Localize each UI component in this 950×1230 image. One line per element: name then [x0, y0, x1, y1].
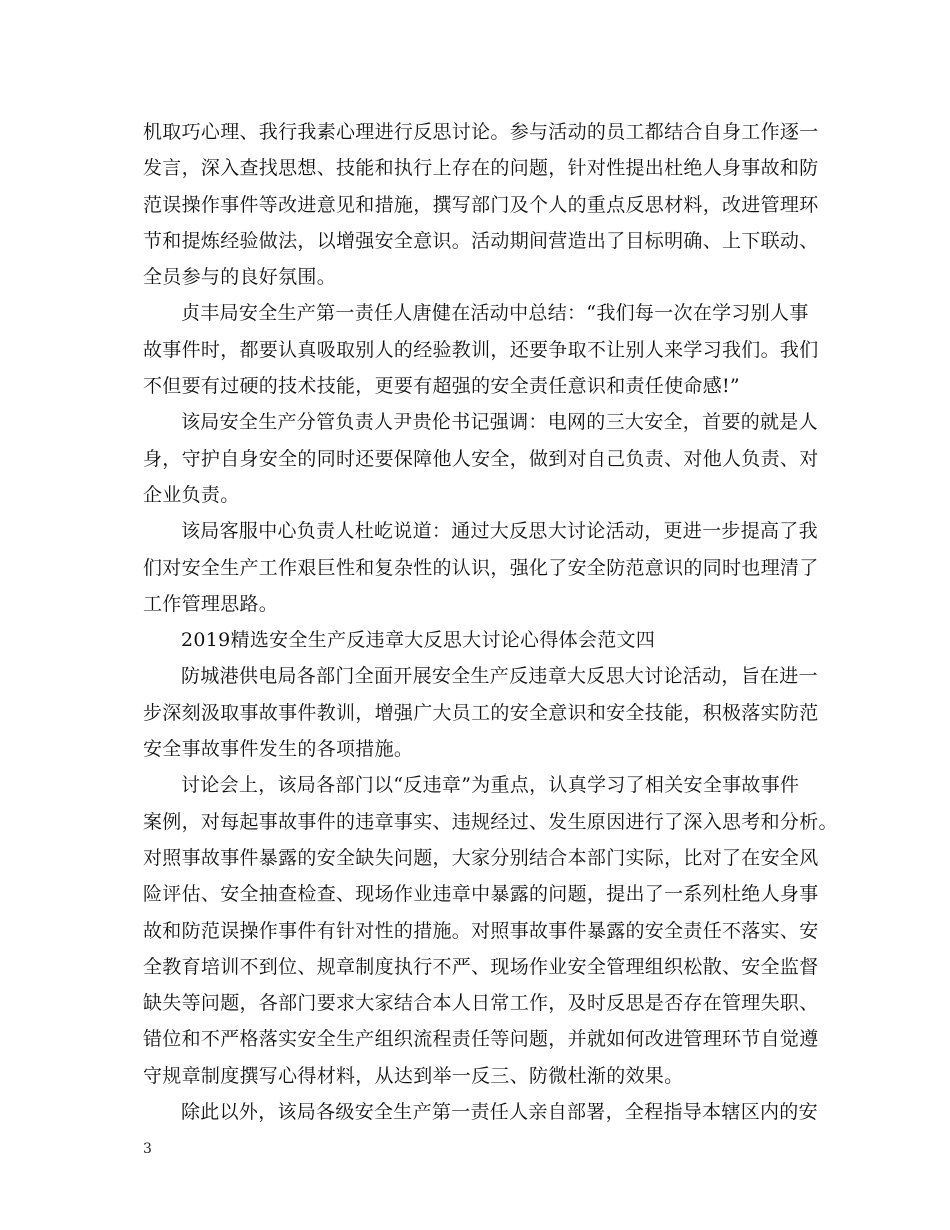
text-line: 安全事故事件发生的各项措施。	[143, 738, 414, 761]
text-line: 企业负责。	[143, 483, 240, 506]
page-number: 3	[143, 1141, 152, 1157]
text-line: 步深刻汲取事故事件教训，增强广大员工的安全意识和安全技能，积极落实防范	[143, 701, 819, 724]
text-line: 工作管理思路。	[143, 592, 279, 615]
text-line: 机取巧心理、我行我素心理进行反思讨论。参与活动的员工都结合自身工作逐一	[143, 121, 819, 143]
text-line: 缺失等问题，各部门要求大家结合本人日常工作，及时反思是否存在管理失职、	[143, 992, 819, 1015]
paragraph	[143, 513, 833, 622]
paragraph	[143, 114, 833, 295]
paragraph	[143, 622, 833, 658]
text-line: 案例，对每起事故事件的违章事实、违规经过、发生原因进行了深入思考和分析。	[143, 810, 838, 833]
text-line: 节和提炼经验做法，以增强安全意识。活动期间营造出了目标明确、上下联动、	[143, 229, 819, 252]
paragraph	[143, 1094, 833, 1130]
paragraph	[143, 658, 833, 767]
paragraph	[143, 404, 833, 513]
text-line: 故和防范误操作事件有针对性的措施。对照事故事件暴露的安全责任不落实、安	[143, 919, 819, 942]
text-line: 身，守护自身安全的同时还要保障他人安全，做到对自己负责、对他人负责、对	[143, 447, 819, 470]
text-line: 讨论会上，该局各部门以“反违章”为重点，认真学习了相关安全事故事件	[181, 774, 800, 797]
text-line: 贞丰局安全生产第一责任人唐健在活动中总结：“我们每一次在学习别人事	[181, 302, 809, 325]
text-line: 们对安全生产工作艰巨性和复杂性的认识，强化了安全防范意识的同时也理清了	[143, 556, 819, 579]
text-line: 该局客服中心负责人杜屹说道：通过大反思大讨论活动，更进一步提高了我	[181, 520, 818, 543]
text-line: 对照事故事件暴露的安全缺失问题，大家分别结合本部门实际，比对了在安全风	[143, 846, 819, 869]
text-line: 范误操作事件等改进意见和措施，撰写部门及个人的重点反思材料，改进管理环	[143, 193, 819, 216]
paragraph	[143, 295, 833, 404]
text-line: 错位和不严格落实安全生产组织流程责任等问题，并就如何改进管理环节自觉遵	[143, 1028, 819, 1051]
text-line: 全员参与的良好氛围。	[143, 266, 337, 289]
text-line: 除此以外，该局各级安全生产第一责任人亲自部署，全程指导本辖区内的安	[181, 1101, 818, 1124]
document-body	[143, 114, 838, 1130]
text-line: 守规章制度撰写心得材料，从达到举一反三、防微杜渐的效果。	[143, 1064, 684, 1087]
text-line: 防城港供电局各部门全面开展安全生产反违章大反思大讨论活动，旨在进一	[181, 665, 818, 688]
paragraph	[143, 767, 838, 1094]
text-line: 该局安全生产分管负责人尹贵伦书记强调：电网的三大安全，首要的就是人	[181, 411, 818, 434]
text-line: 故事件时，都要认真吸取别人的经验教训，还要争取不让别人来学习我们。我们	[143, 338, 819, 361]
text-line: 发言，深入查找思想、技能和执行上存在的问题，针对性提出杜绝人身事故和防	[143, 157, 819, 180]
text-line: 全教育培训不到位、规章制度执行不严、现场作业安全管理组织松散、安全监督	[143, 955, 819, 978]
text-line: 不但要有过硬的技术技能，更要有超强的安全责任意识和责任使命感!”	[143, 375, 740, 398]
text-line: 险评估、安全抽查检查、现场作业违章中暴露的问题，提出了一系列杜绝人身事	[143, 883, 819, 906]
text-line: 2019精选安全生产反违章大反思大讨论心得体会范文四	[181, 629, 656, 652]
